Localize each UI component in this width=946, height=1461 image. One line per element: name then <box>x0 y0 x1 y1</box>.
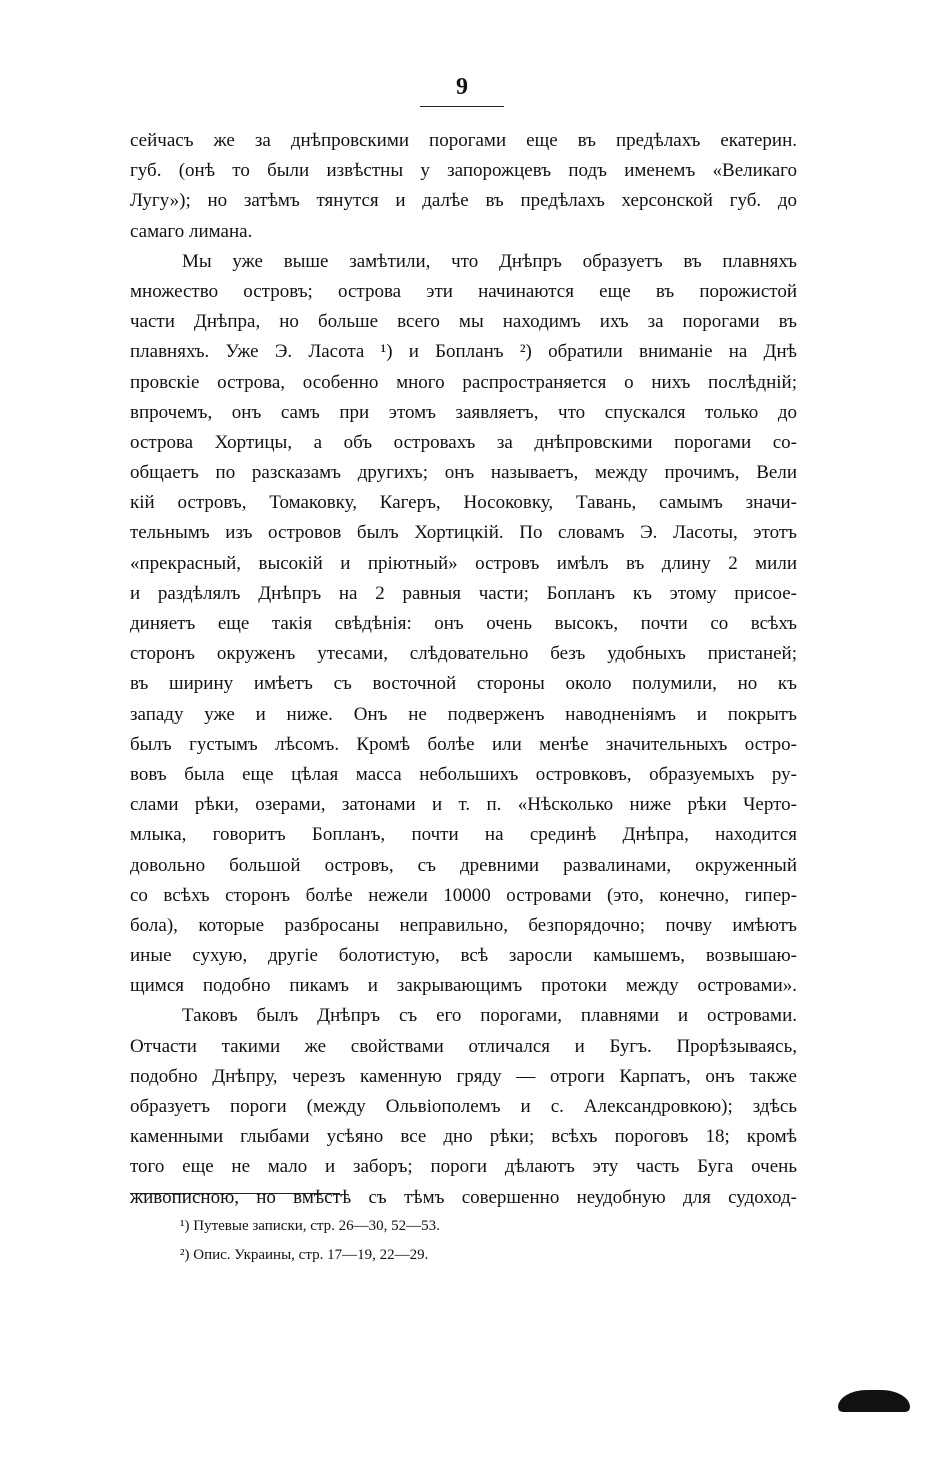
text-line: провскіе острова, особенно много распространяется о нихъ послѣдній; <box>130 371 797 393</box>
footnote-rule <box>130 1193 340 1194</box>
text-line: щимся подобно пикамъ и закрывающимъ протоки между островами». <box>130 975 797 997</box>
text-line: части Днѣпра, но больше всего мы находимъ ихъ за порогами въ <box>130 311 797 333</box>
text-line: «прекрасный, высокій и пріютный» островъ имѣлъ въ длину 2 мили <box>130 552 797 574</box>
text-line: острова Хортицы, а объ островахъ за днѣпровскими порогами со- <box>130 431 797 453</box>
text-line: образуетъ пороги (между Ольвіополемъ и с. Александровкою); здѣсь <box>130 1096 797 1117</box>
text-line: губ. (онѣ то были извѣстны у запорожцевъ подъ именемъ «Великаго <box>130 160 797 182</box>
text-line: живописною, но вмѣстѣ съ тѣмъ совершенно неудобную для судоход- <box>130 1186 797 1208</box>
page-number: 9 <box>456 74 468 100</box>
page-number-rule <box>420 106 504 107</box>
text-line: и раздѣлялъ Днѣпръ на 2 равныя части; Бопланъ къ этому присое- <box>130 582 797 604</box>
text-line: въ ширину имѣетъ съ восточной стороны около полумили, но къ <box>130 673 797 695</box>
text-line: самаго лимана. <box>130 220 253 242</box>
text-line: слами рѣки, озерами, затонами и т. п. «Нѣсколько ниже рѣки Черто- <box>130 794 797 816</box>
text-line: общаетъ по разсказамъ другихъ; онъ называетъ, между прочимъ, Вели <box>130 462 797 484</box>
text-line: впрочемъ, онъ самъ при этомъ заявляетъ, что спускался только до <box>130 401 797 423</box>
footnote-1: ¹) Путевые записки, стр. 26—30, 52—53. <box>180 1218 440 1234</box>
text-line: множество островъ; острова эти начинаются еще въ порожистой <box>130 280 797 302</box>
text-line: каменными глыбами усѣяно все дно рѣки; всѣхъ пороговъ 18; кромѣ <box>130 1126 797 1148</box>
text-line: довольно большой островъ, съ древними развалинами, окруженный <box>130 854 797 876</box>
text-line: сторонъ окруженъ утесами, слѣдовательно безъ удобныхъ пристаней; <box>130 643 797 665</box>
text-line: подобно Днѣпру, черезъ каменную гряду — отроги Карпатъ, онъ также <box>130 1065 797 1087</box>
text-line: млыка, говоритъ Бопланъ, почти на срединѣ Днѣпра, находится <box>130 824 797 846</box>
text-line: плавняхъ. Уже Э. Ласота ¹) и Бопланъ ²) обратили вниманіе на Днѣ <box>130 341 797 363</box>
text-line: Лугу»); но затѣмъ тянутся и далѣе въ предѣлахъ херсонской губ. до <box>130 190 797 212</box>
text-line: западу уже и ниже. Онъ не подверженъ наводненіямъ и покрытъ <box>130 703 797 725</box>
text-line: тельнымъ изъ островов былъ Хортицкій. По словамъ Э. Ласоты, этотъ <box>130 522 797 544</box>
ink-blot-mark <box>838 1390 910 1412</box>
text-line: диняетъ еще такія свѣдѣнія: онъ очень высокъ, почти со всѣхъ <box>130 613 797 634</box>
footnotes <box>180 1212 440 1270</box>
text-line: вовъ была еще цѣлая масса небольшихъ островковъ, образуемыхъ ру- <box>130 763 797 785</box>
text-line: со всѣхъ сторонъ болѣе нежели 10000 островами (это, конечно, гипер- <box>130 884 797 906</box>
body-text <box>130 126 797 1213</box>
text-line: былъ густымъ лѣсомъ. Кромѣ болѣе или менѣе значительныхъ остро- <box>130 733 797 755</box>
text-line: того еще не мало и заборъ; пороги дѣлаютъ эту часть Буга очень <box>130 1156 797 1178</box>
text-line: Таковъ былъ Днѣпръ съ его порогами, плавнями и островами. <box>182 1005 797 1027</box>
footnote-2: ²) Опис. Украины, стр. 17—19, 22—29. <box>180 1247 429 1263</box>
text-line: иные сухую, другіе болотистую, всѣ заросли камышемъ, возвышаю- <box>130 945 797 967</box>
text-line: Мы уже выше замѣтили, что Днѣпръ образуетъ въ плавняхъ <box>182 250 797 272</box>
text-line: бола), которые разбросаны неправильно, безпорядочно; почву имѣютъ <box>130 914 797 936</box>
text-line: сейчасъ же за днѣпровскими порогами еще въ предѣлахъ екатерин. <box>130 130 797 151</box>
text-line: кій островъ, Томаковку, Кагеръ, Носоковку, Тавань, самымъ значи- <box>130 492 797 514</box>
text-line: Отчасти такими же свойствами отличался и Бугъ. Прорѣзываясь, <box>130 1035 797 1057</box>
